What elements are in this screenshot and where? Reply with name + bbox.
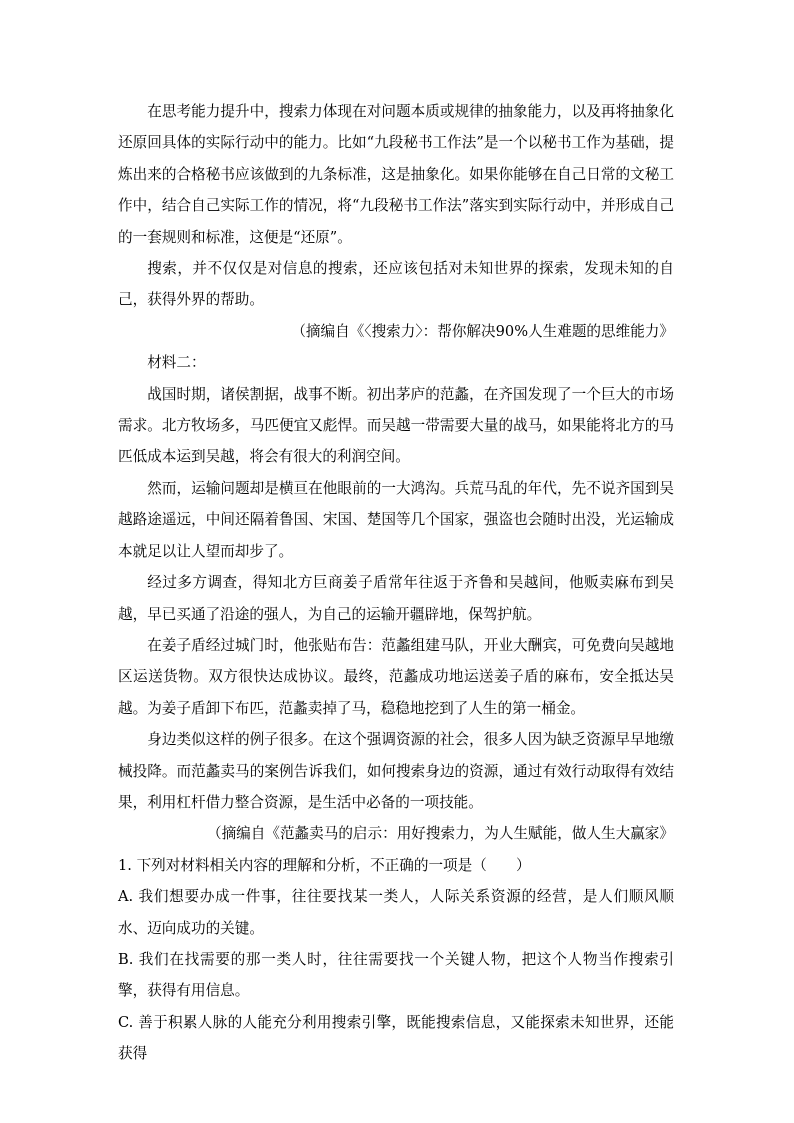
- material2-paragraph-2: 然而，运输问题却是横亘在他眼前的一大鸿沟。兵荒马乱的年代，先不说齐国到吴越路途遥远，中间还隔着鲁国、宋国、楚国等几个国家，强盗也会随时出没，光运输成本就足以让人望而却步了。: [118, 479, 674, 560]
- material2-heading: 材料二：: [147, 354, 206, 372]
- material2-paragraph-4: 在姜子盾经过城门时，他张贴布告：范蠡组建马队，开业大酬宾，可免费向吴越地区运送货物。双方很快达成协议。最终，范蠡成功地运送姜子盾的麻布，安全抵达吴越。为姜子盾卸下布匹，范蠡卖掉了马，稳稳地挖到了人生的第一桶金。: [118, 636, 674, 717]
- material2-paragraph-3: 经过多方调查，得知北方巨商姜子盾常年往返于齐鲁和吴越间，他贩卖麻布到吴越，早已买通了沿途的强人，为自己的运输开疆辟地，保驾护航。: [118, 574, 674, 623]
- document-page: [118, 96, 674, 1070]
- material1-paragraph-2: 搜索，并不仅仅是对信息的搜索，还应该包括对未知世界的探索，发现未知的自己，获得外界的帮助。: [118, 260, 674, 309]
- material2-paragraph-5: 身边类似这样的例子很多。在这个强调资源的社会，很多人因为缺乏资源早早地缴械投降。而范蠡卖马的案例告诉我们，如何搜索身边的资源，通过有效行动取得有效结果，利用杠杆借力整合资源，是生活中必备的一项技能。: [118, 731, 674, 811]
- question-1-option-c: C. 善于积累人脉的人能充分利用搜索引擎，既能搜索信息，又能探索未知世界，还能获得: [118, 1013, 674, 1063]
- material2-paragraph-1: 战国时期，诸侯割据，战事不断。初出茅庐的范蠡，在齐国发现了一个巨大的市场需求。北方牧场多，马匹便宜又彪悍。而吴越一带需要大量的战马，如果能将北方的马匹低成本运到吴越，将会有很大的利润空间。: [118, 385, 674, 466]
- material2-source: （摘编自《范蠡卖马的启示：用好搜索力，为人生赋能，做人生大赢家》: [206, 825, 674, 843]
- material1-source: （摘编自《〈搜索力〉：帮你解决90%人生难题的思维能力》: [291, 322, 674, 340]
- question-1-stem: 1. 下列对材料相关内容的理解和分析，不正确的一项是（ ）: [118, 856, 531, 874]
- question-1-option-a: A. 我们想要办成一件事，往往要找某一类人，人际关系资源的经营，是人们顺风顺水、迈向成功的关键。: [118, 888, 674, 937]
- material1-paragraph-1: 在思考能力提升中，搜索力体现在对问题本质或规律的抽象能力，以及再将抽象化还原回具体的实际行动中的能力。比如“九段秘书工作法”是一个以秘书工作为基础，提炼出来的合格秘书应该做到的九条标准，这是抽象化。如果你能够在自己日常的文秘工作中，结合自己实际工作的情况，将“九段秘书工作法”落实到实际行动中，并形成自己的一套规则和标准，这便是“还原”。: [118, 103, 674, 246]
- question-1-option-b: B. 我们在找需要的那一类人时，往往需要找一个关键人物，把这个人物当作搜索引擎，获得有用信息。: [118, 950, 674, 1000]
